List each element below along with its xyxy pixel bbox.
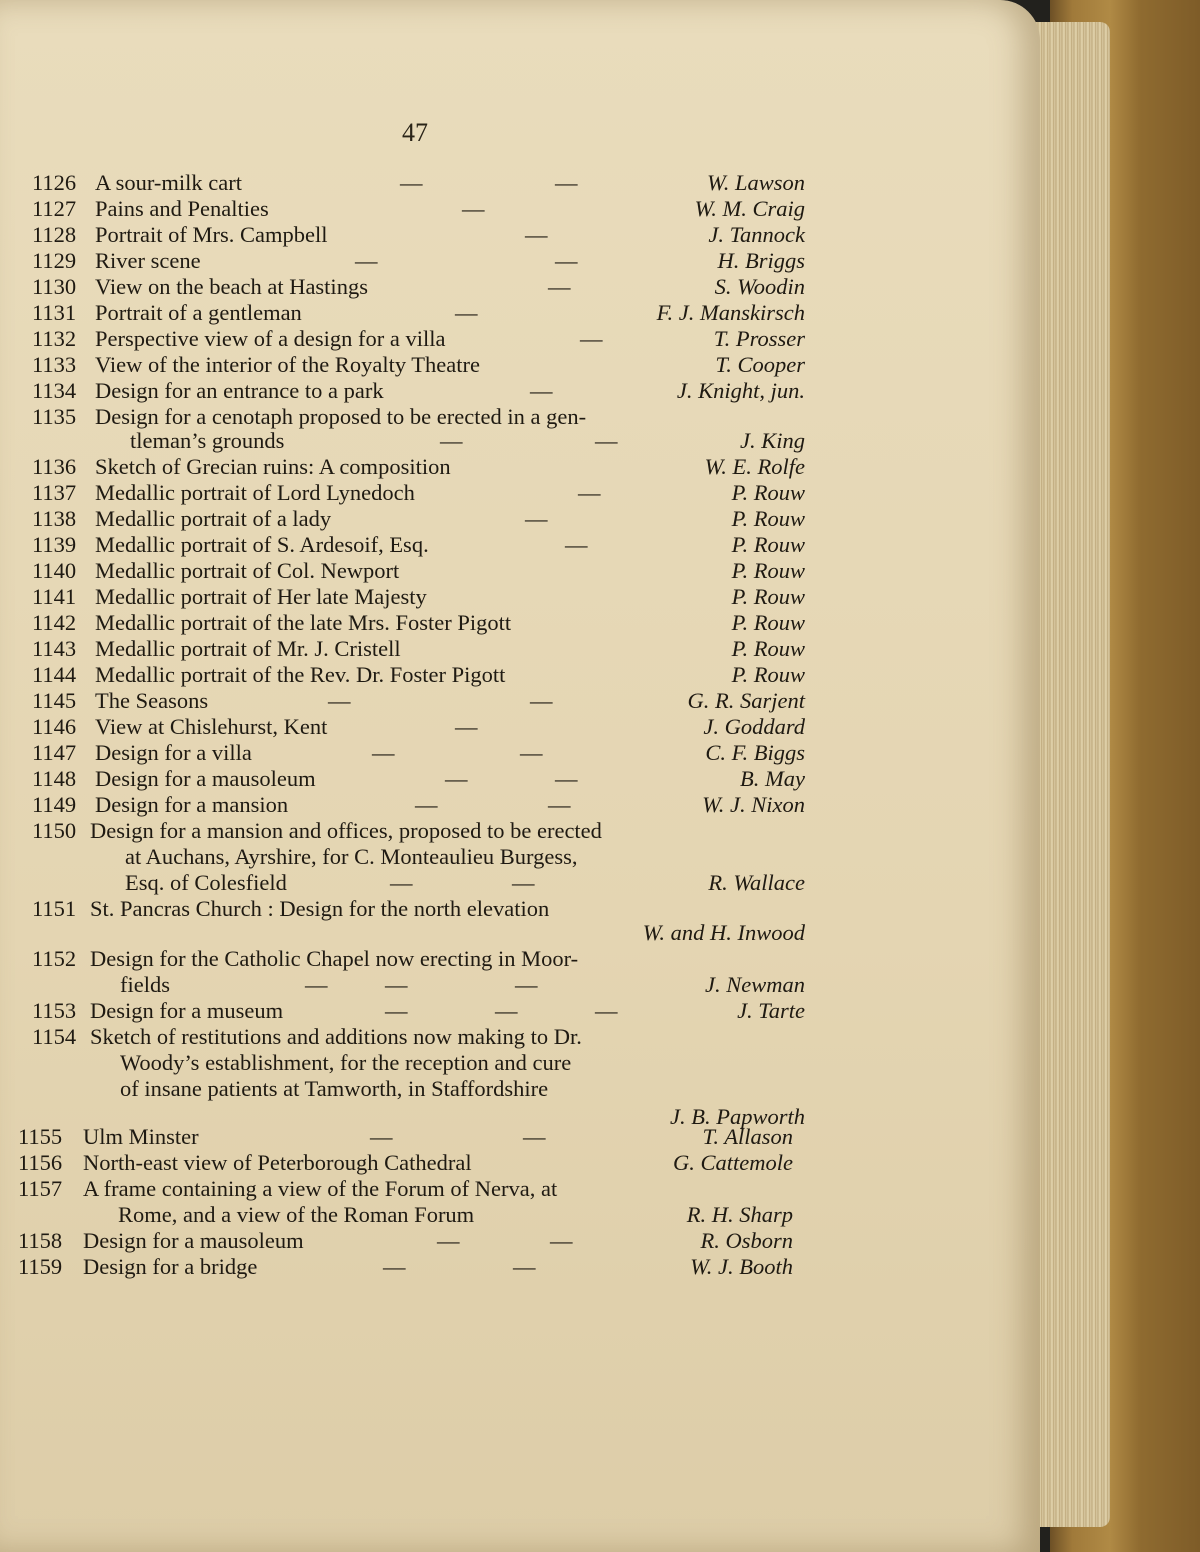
entry-title: View on the beach at Hastings	[95, 274, 368, 299]
entry-title: View of the interior of the Royalty Theatre	[95, 352, 480, 377]
entry-title: Design for a mansion	[95, 792, 289, 817]
entry-title: Ulm Minster	[83, 1124, 199, 1149]
leader-dash: —	[555, 170, 578, 195]
entry-artist: J. Goddard	[703, 714, 805, 739]
entry-artist: P. Rouw	[731, 558, 805, 583]
catalogue-entry	[0, 196, 1000, 224]
entry-number: 1132	[32, 326, 77, 351]
entry-number: 1150	[32, 818, 77, 843]
entry-title: Medallic portrait of the late Mrs. Foster Pigott	[95, 610, 512, 635]
entry-artist: P. Rouw	[731, 480, 805, 505]
leader-dash: —	[437, 1228, 460, 1253]
leader-dash: —	[370, 1124, 393, 1149]
entry-number: 1152	[32, 946, 77, 971]
entry-artist: J. King	[740, 428, 805, 453]
entry-artist: T. Allason	[702, 1124, 793, 1149]
entry-artist: W. Lawson	[707, 170, 805, 195]
entry-artist: T. Prosser	[713, 326, 805, 351]
catalogue-entry	[0, 636, 1000, 664]
catalogue-entry	[0, 326, 1000, 354]
catalogue-entry	[0, 1202, 1000, 1230]
leader-dash: —	[400, 170, 423, 195]
entry-title: Medallic portrait of Mr. J. Cristell	[95, 636, 401, 661]
catalogue-entry	[0, 300, 1000, 328]
entry-number: 1147	[32, 740, 77, 765]
leader-dash: —	[415, 792, 438, 817]
entry-title: View at Chislehurst, Kent	[95, 714, 328, 739]
catalogue-entry	[0, 170, 1000, 198]
entry-number: 1140	[32, 558, 77, 583]
entry-number: 1151	[32, 896, 77, 921]
entry-artist: C. F. Biggs	[705, 740, 805, 765]
catalogue-entry	[0, 766, 1000, 794]
leader-dash: —	[523, 1124, 546, 1149]
leader-dash: —	[595, 428, 618, 453]
leader-dash: —	[548, 792, 571, 817]
page-number: 47	[402, 118, 428, 147]
entry-title: of insane patients at Tamworth, in Staffordshire	[120, 1076, 549, 1101]
entry-number: 1130	[32, 274, 77, 299]
entry-artist: R. Wallace	[708, 870, 805, 895]
entry-artist: W. J. Nixon	[702, 792, 805, 817]
entry-artist: T. Cooper	[715, 352, 805, 377]
entry-title: Medallic portrait of the Rev. Dr. Foster Pigott	[95, 662, 506, 687]
catalogue-entry	[0, 584, 1000, 612]
leader-dash: —	[555, 766, 578, 791]
entry-number: 1148	[32, 766, 77, 791]
entry-number: 1156	[18, 1150, 63, 1175]
entry-artist: P. Rouw	[731, 636, 805, 661]
catalogue-entry	[0, 1050, 1000, 1078]
catalogue-entry	[0, 998, 1000, 1026]
entry-title: Design for a museum	[90, 998, 284, 1023]
entry-title: Portrait of Mrs. Campbell	[95, 222, 328, 247]
catalogue-entry	[0, 480, 1000, 508]
catalogue-entry	[0, 688, 1000, 716]
entry-title: Sketch of Grecian ruins: A composition	[95, 454, 451, 479]
leader-dash: —	[445, 766, 468, 791]
catalogue-entry	[0, 428, 1000, 456]
leader-dash: —	[385, 972, 408, 997]
catalogue-entry	[0, 274, 1000, 302]
entry-number: 1146	[32, 714, 77, 739]
entry-title: North-east view of Peterborough Cathedral	[83, 1150, 472, 1175]
entry-artist: J. Newman	[705, 972, 805, 997]
leader-dash: —	[305, 972, 328, 997]
entry-number: 1128	[32, 222, 77, 247]
catalogue-entry	[0, 248, 1000, 276]
entry-title: Woody’s establishment, for the reception and cure	[120, 1050, 572, 1075]
catalogue-entry	[0, 972, 1000, 1000]
entry-artist: P. Rouw	[731, 662, 805, 687]
leader-dash: —	[525, 506, 548, 531]
leader-dash: —	[580, 326, 603, 351]
catalogue-entry	[0, 946, 1000, 974]
catalogue-entry	[0, 844, 1000, 872]
leader-dash: —	[555, 248, 578, 273]
entry-title: Portrait of a gentleman	[95, 300, 302, 325]
catalogue-entry	[0, 1150, 1000, 1178]
entry-artist: R. H. Sharp	[686, 1202, 793, 1227]
leader-dash: —	[385, 998, 408, 1023]
leader-dash: —	[462, 196, 485, 221]
entry-artist: G. R. Sarjent	[687, 688, 805, 713]
entry-title: Design for the Catholic Chapel now erecting in Moor-	[90, 946, 579, 971]
entry-title: Rome, and a view of the Roman Forum	[118, 1202, 475, 1227]
entry-number: 1143	[32, 636, 77, 661]
leader-dash: —	[328, 688, 351, 713]
leader-dash: —	[515, 972, 538, 997]
entry-number: 1137	[32, 480, 77, 505]
entry-artist: J. Tannock	[708, 222, 805, 247]
entry-artist: G. Cattemole	[673, 1150, 793, 1175]
leader-dash: —	[578, 480, 601, 505]
catalogue-entry	[0, 1176, 1000, 1204]
entry-artist: H. Briggs	[717, 248, 805, 273]
entry-title: Medallic portrait of Her late Majesty	[95, 584, 427, 609]
catalogue-entry	[0, 454, 1000, 482]
entry-artist: J. Tarte	[737, 998, 805, 1023]
entry-number: 1144	[32, 662, 77, 687]
entry-title: Medallic portrait of S. Ardesoif, Esq.	[95, 532, 429, 557]
entry-title: Design for a villa	[95, 740, 252, 765]
entry-number: 1131	[32, 300, 77, 325]
catalogue-entry	[0, 352, 1000, 380]
leader-dash: —	[440, 428, 463, 453]
leader-dash: —	[455, 714, 478, 739]
leader-dash: —	[390, 870, 413, 895]
leader-dash: —	[512, 870, 535, 895]
leader-dash: —	[525, 222, 548, 247]
entry-title: The Seasons	[95, 688, 209, 713]
entry-title: Sketch of restitutions and additions now making to Dr.	[90, 1024, 582, 1049]
leader-dash: —	[530, 688, 553, 713]
catalogue-entry	[0, 506, 1000, 534]
catalogue-entry	[0, 610, 1000, 638]
entry-number: 1155	[18, 1124, 63, 1149]
entry-title: Medallic portrait of Lord Lynedoch	[95, 480, 415, 505]
entry-number: 1157	[18, 1176, 63, 1201]
entry-title: Design for a cenotaph proposed to be erected in a gen-	[95, 404, 587, 429]
entry-title: Design for a mausoleum	[83, 1228, 304, 1253]
entry-artist: P. Rouw	[731, 610, 805, 635]
entry-artist: W. E. Rolfe	[704, 454, 805, 479]
entry-title: Design for a mansion and offices, proposed to be erected	[90, 818, 602, 843]
leader-dash: —	[495, 998, 518, 1023]
entry-artist: P. Rouw	[731, 584, 805, 609]
entry-title: A sour-milk cart	[95, 170, 243, 195]
entry-title: A frame containing a view of the Forum of Nerva, at	[83, 1176, 558, 1201]
entry-number: 1135	[32, 404, 77, 429]
catalogue-entry	[0, 1076, 1000, 1104]
entry-title: Pains and Penalties	[95, 196, 269, 221]
entry-title: Perspective view of a design for a villa	[95, 326, 446, 351]
entry-number: 1153	[32, 998, 77, 1023]
entry-number: 1136	[32, 454, 77, 479]
leader-dash: —	[550, 1228, 573, 1253]
catalogue-entry	[0, 662, 1000, 690]
entry-number: 1158	[18, 1228, 63, 1253]
entry-artist: R. Osborn	[700, 1228, 793, 1253]
entry-number: 1145	[32, 688, 77, 713]
catalogue-entry	[0, 740, 1000, 768]
catalogue-entry	[0, 792, 1000, 820]
entry-artist: J. B. Papworth	[670, 1104, 805, 1129]
entry-title: tleman’s grounds	[130, 428, 285, 453]
entry-title: Medallic portrait of Col. Newport	[95, 558, 400, 583]
entry-number: 1149	[32, 792, 77, 817]
catalogue-entry	[0, 920, 1000, 948]
entry-number: 1139	[32, 532, 77, 557]
entry-number: 1138	[32, 506, 77, 531]
entry-title: St. Pancras Church : Design for the north elevation	[90, 896, 550, 921]
leader-dash: —	[455, 300, 478, 325]
entry-number: 1126	[32, 170, 77, 195]
catalogue-entry	[0, 818, 1000, 846]
leader-dash: —	[565, 532, 588, 557]
entry-artist: S. Woodin	[714, 274, 805, 299]
catalogue-entry	[0, 222, 1000, 250]
entry-artist: W. M. Craig	[694, 196, 805, 221]
entry-number: 1134	[32, 378, 77, 403]
leader-dash: —	[372, 740, 395, 765]
entry-artist: J. Knight, jun.	[676, 378, 805, 403]
entry-artist: P. Rouw	[731, 506, 805, 531]
catalogue-entry	[0, 1254, 1000, 1282]
entry-number: 1159	[18, 1254, 63, 1279]
entry-artist: F. J. Manskirsch	[656, 300, 805, 325]
entry-number: 1154	[32, 1024, 77, 1049]
entry-title: Esq. of Colesfield	[125, 870, 287, 895]
entry-title: fields	[120, 972, 170, 997]
catalogue-entry	[0, 558, 1000, 586]
entry-number: 1142	[32, 610, 77, 635]
entry-artist: W. J. Booth	[690, 1254, 793, 1279]
leader-dash: —	[383, 1254, 406, 1279]
leader-dash: —	[530, 378, 553, 403]
entry-title: River scene	[95, 248, 201, 273]
entry-title: at Auchans, Ayrshire, for C. Monteaulieu Burgess,	[125, 844, 578, 869]
entry-artist: B. May	[740, 766, 805, 791]
entry-number: 1133	[32, 352, 77, 377]
entry-title: Design for a mausoleum	[95, 766, 316, 791]
catalogue-entry	[0, 378, 1000, 406]
catalogue-entry	[0, 1024, 1000, 1052]
leader-dash: —	[355, 248, 378, 273]
leader-dash: —	[548, 274, 571, 299]
catalogue-entry	[0, 532, 1000, 560]
entry-title: Design for an entrance to a park	[95, 378, 384, 403]
leader-dash: —	[520, 740, 543, 765]
entry-artist: P. Rouw	[731, 532, 805, 557]
leader-dash: —	[595, 998, 618, 1023]
catalogue-entry	[0, 1228, 1000, 1256]
entry-title: Medallic portrait of a lady	[95, 506, 332, 531]
catalogue-entry	[0, 870, 1000, 898]
entry-artist: W. and H. Inwood	[642, 920, 805, 945]
leader-dash: —	[513, 1254, 536, 1279]
catalogue-entry	[0, 714, 1000, 742]
catalogue-entry	[0, 1124, 1000, 1152]
entry-number: 1127	[32, 196, 77, 221]
entry-number: 1141	[32, 584, 77, 609]
entry-title: Design for a bridge	[83, 1254, 258, 1279]
entry-number: 1129	[32, 248, 77, 273]
